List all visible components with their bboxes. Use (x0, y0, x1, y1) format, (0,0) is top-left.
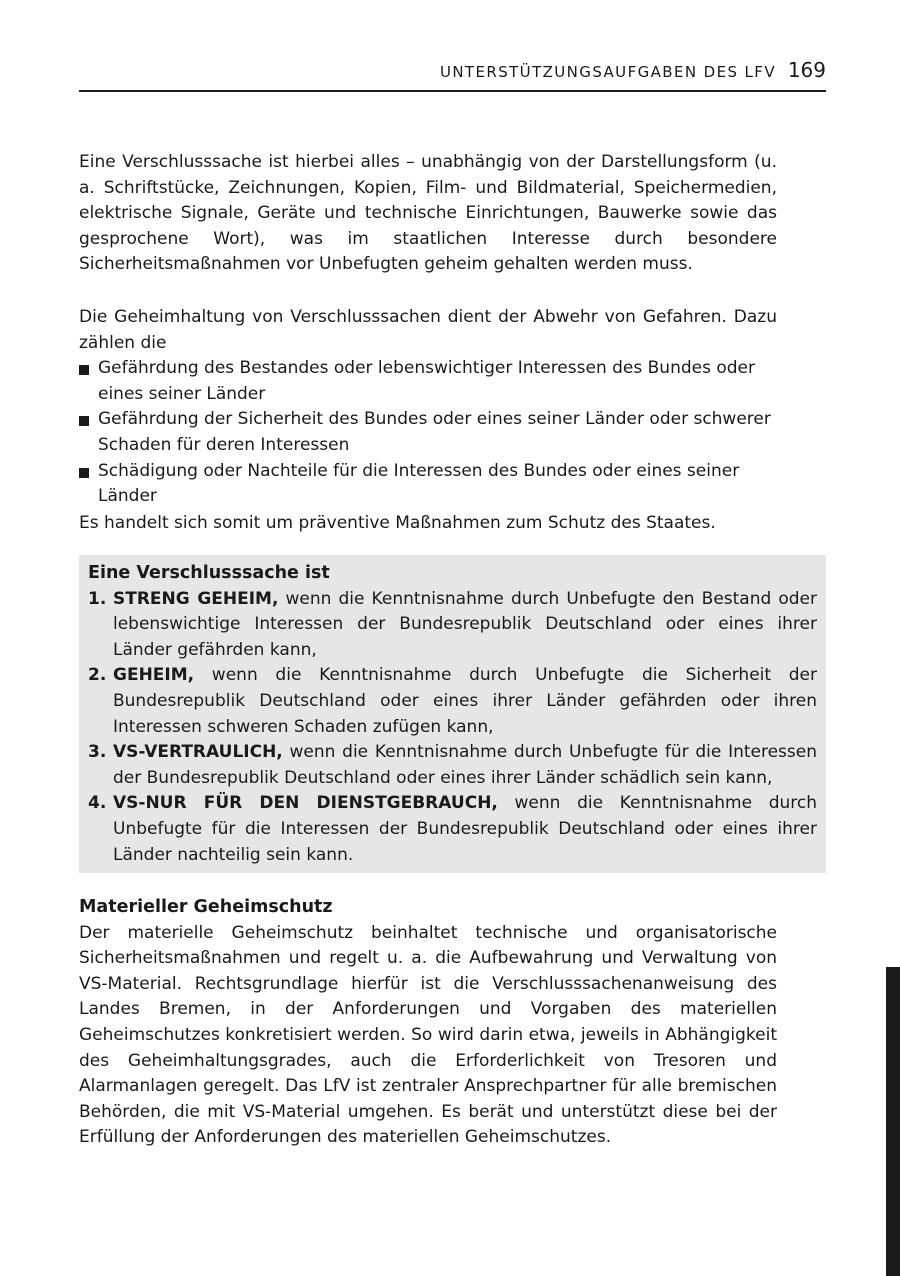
classification-box-content (88, 561, 817, 868)
item-text: wenn die Kenntnisnahme durch Unbefugte für die Interessen der Bundesrepublik Deutschland oder eines ihrer Länder nachteilig sein kann. (113, 793, 817, 865)
bullet-square-icon (79, 416, 89, 426)
item-number: 3. (88, 742, 107, 763)
classification-list (88, 587, 817, 869)
list-item (88, 791, 817, 868)
dangers-intro: Die Geheimhaltung von Verschlusssachen dient der Abwehr von Gefahren. Dazu zählen die (79, 307, 777, 353)
item-text: wenn die Kenntnisnahme durch Unbefugte den Bestand oder lebenswichtige Interessen der Bundesrepublik Deutschland oder eines ihrer Länder gefährden kann, (113, 588, 818, 660)
list-item-text: Schädigung oder Nachteile für die Interessen des Bundes oder eines seiner Länder (98, 460, 740, 507)
item-lead: STRENG GEHEIM, (113, 588, 279, 609)
page-header (79, 56, 826, 92)
section-title: Materieller Geheimschutz (79, 897, 333, 917)
running-head: UNTERSTÜTZUNGSAUFGABEN DES LFV (439, 63, 776, 81)
list-item-text: Gefährdung des Bestandes oder lebenswichtiger Interessen des Bundes oder eines seiner Länder (98, 358, 755, 404)
list-item (88, 740, 817, 791)
list-item (88, 663, 817, 740)
page-number: 169 (787, 58, 826, 82)
list-item-text: Gefährdung der Sicherheit des Bundes oder eines seiner Länder oder schwerer Schaden für deren Interessen (98, 409, 771, 455)
chapter-thumb-tab (886, 967, 900, 1276)
section-body: Der materielle Geheimschutz beinhaltet technische und organisatorische Sicherheitsmaßnahmen und regelt u. a. die Aufbewahrung und Verwaltung von VS-Material. Rechtsgrundlage hierfür ist die Verschlusssachenanweisung des Landes Bremen, in der Anforderungen und Vorgaben des materiellen Geheimschutzes konkretisiert werden. So wird darin etwa, jeweils in Abhängigkeit des Geheimhaltungsgrades, auch die Erforderlichkeit von Tresoren und Alarmanlagen geregelt. Das LfV ist zentraler Ansprechpartner für alle bremischen Behörden, die mit VS-Material umgehen. Es berät und unterstützt diese bei der Erfüllung der Anforderungen des materiellen Geheimschutzes. (79, 922, 777, 1148)
dangers-list (79, 356, 777, 510)
prevention-text: Es handelt sich somit um präventive Maßnahmen zum Schutz des Staates. (79, 513, 716, 533)
intro-text: Eine Verschlusssache ist hierbei alles – unabhängig von der Darstellungsform (u. a. Schriftstücke, Zeichnungen, Kopien, Film- und Bildmaterial, Speichermedien, elektrische Signale, Geräte und technische Einrichtungen, Bauwerke sowie das gesprochene Wort), was im staatlichen Interesse durch besondere Sicherheitsmaßnahmen vor Unbefugten geheim gehalten werden muss. (79, 152, 777, 275)
list-item (79, 407, 777, 458)
item-number: 2. (88, 665, 107, 686)
classification-box (79, 555, 826, 873)
list-item (88, 587, 817, 664)
item-text: wenn die Kenntnisnahme durch Unbefugte für die Interessen der Bundesrepublik Deutschland oder eines ihrer Länder schädlich sein kann, (113, 742, 817, 788)
bullet-square-icon (79, 365, 89, 375)
list-item (79, 459, 777, 510)
dangers-paragraph (79, 305, 777, 510)
intro-paragraph (79, 150, 777, 278)
item-lead: VS-VERTRAULICH, (113, 742, 283, 763)
item-text: wenn die Kenntnisnahme durch Unbefugte die Sicherheit der Bundesrepublik Deutschland oder eines ihrer Länder gefährden oder ihren Interessen schweren Schaden zufügen kann, (113, 665, 817, 737)
prevention-paragraph (79, 511, 777, 537)
item-number: 1. (88, 588, 107, 609)
material-protection-section (79, 895, 777, 1151)
item-lead: VS-NUR FÜR DEN DIENSTGEBRAUCH, (113, 793, 498, 814)
bullet-square-icon (79, 468, 89, 478)
classification-box-title: Eine Verschlusssache ist (88, 563, 330, 583)
item-lead: GEHEIM, (113, 665, 195, 686)
item-number: 4. (88, 793, 107, 814)
list-item (79, 356, 777, 407)
